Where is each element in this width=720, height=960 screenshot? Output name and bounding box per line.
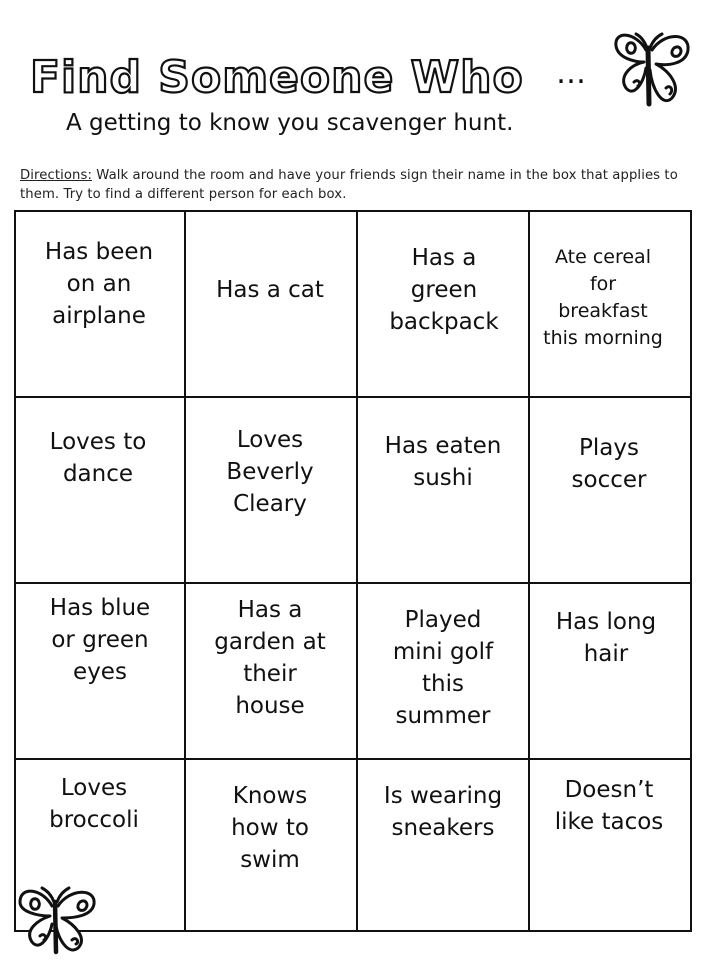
butterfly-icon [8,880,104,956]
cell-prompt: Has been on an airplane [44,239,154,329]
cell-prompt: Is wearing sneakers [383,783,503,841]
grid-cell [358,212,530,398]
grid-cell [530,212,690,398]
cell-prompt: Played mini golf this summer [392,607,494,729]
bingo-grid [14,210,692,932]
grid-cell [530,584,690,760]
grid-cell [530,398,690,584]
butterfly-icon [598,28,698,112]
cell-prompt: Doesn’t like tacos [554,777,664,835]
directions-body: Walk around the room and have your friends sign their name in the box that applies to them. Try to find a different person for each box. [20,168,678,202]
cell-prompt: Has eaten sushi [384,433,502,491]
cell-prompt: Loves broccoli [49,775,139,833]
page-title: Find Someone Who [30,52,524,103]
cell-prompt: Loves Beverly Cleary [226,427,314,517]
grid-cell [16,212,186,398]
grid-cell [358,760,530,930]
cell-prompt: Plays soccer [571,435,647,493]
title-ellipsis: … [556,56,589,91]
grid-cell [358,398,530,584]
cell-prompt: Loves to dance [49,429,147,487]
grid-cell [186,584,358,760]
directions-label: Directions: [20,168,92,183]
directions-text [20,166,680,204]
grid-cell [186,760,358,930]
cell-prompt: Has blue or green eyes [49,595,151,685]
cell-prompt: Has long hair [555,609,657,667]
grid-cell [16,398,186,584]
grid-cell [358,584,530,760]
cell-prompt: Has a garden at their house [214,597,326,719]
grid-cell [530,760,690,930]
grid-cell [186,398,358,584]
page-subtitle: A getting to know you scavenger hunt. [66,110,514,136]
grid-cell [186,212,358,398]
cell-prompt: Has a green backpack [389,245,499,335]
cell-prompt: Knows how to swim [231,783,309,873]
cell-prompt: Ate cereal for breakfast this morning [543,246,663,349]
grid-cell [16,584,186,760]
cell-prompt: Has a cat [216,277,324,303]
